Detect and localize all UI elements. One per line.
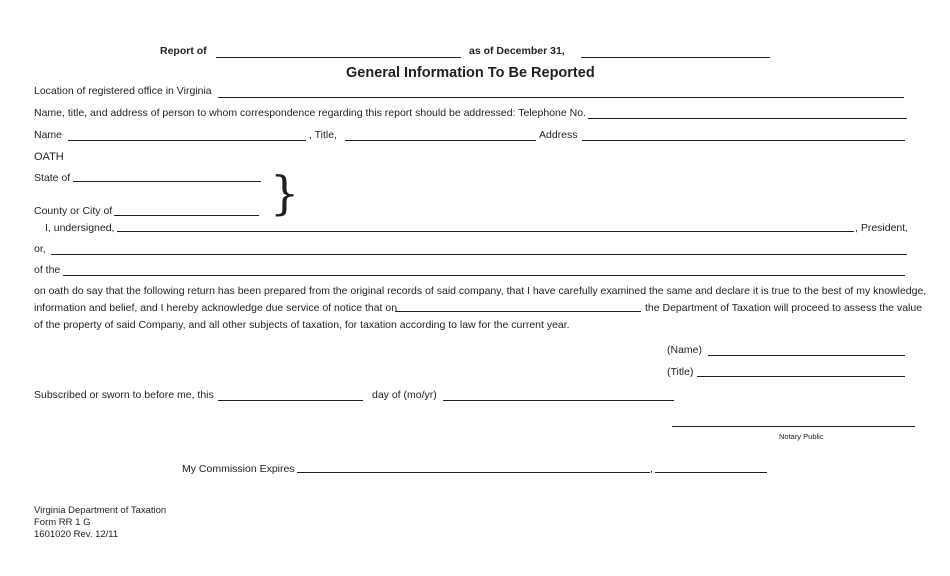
title-label: , Title, xyxy=(309,129,338,141)
commission-year-field[interactable] xyxy=(655,472,767,473)
location-label: Location of registered office in Virginia xyxy=(34,85,212,97)
month-year-field[interactable] xyxy=(443,400,674,401)
oath-paragraph-line-3: of the property of said Company, and all other subjects of taxation, for taxation according to law for the current year. xyxy=(34,319,570,331)
commission-date-field[interactable] xyxy=(297,472,650,473)
as-of-label: as of December 31, xyxy=(469,45,565,57)
of-the-label: of the xyxy=(34,264,61,276)
company-field[interactable] xyxy=(63,275,905,276)
county-city-field[interactable] xyxy=(114,215,259,216)
footer-agency: Virginia Department of Taxation xyxy=(34,505,167,516)
title-field[interactable] xyxy=(345,140,536,141)
telephone-field[interactable] xyxy=(588,118,907,119)
undersigned-label: I, undersigned, xyxy=(45,222,115,234)
notary-public-label: Notary Public xyxy=(779,432,824,441)
report-of-label: Report of xyxy=(160,45,207,57)
or-label: or, xyxy=(34,243,46,255)
footer-revision: 1601020 Rev. 12/11 xyxy=(34,529,119,540)
signature-title-label: (Title) xyxy=(667,366,694,378)
correspondence-label: Name, title, and address of person to whom correspondence regarding this report should be addressed: Telephone No. xyxy=(34,107,586,119)
oath-heading: OATH xyxy=(34,151,64,163)
commission-label: My Commission Expires xyxy=(182,463,295,475)
notice-date-field[interactable] xyxy=(395,311,641,312)
location-field[interactable] xyxy=(218,97,904,98)
footer-form-number: Form RR 1 G xyxy=(34,517,91,528)
commission-comma: , xyxy=(650,463,653,475)
subscribed-day-field[interactable] xyxy=(218,400,363,401)
oath-paragraph-line-2b: the Department of Taxation will proceed to assess the value xyxy=(645,302,923,314)
subscribed-label: Subscribed or sworn to before me, this xyxy=(34,389,214,401)
signature-name-field[interactable] xyxy=(708,355,905,356)
report-of-field[interactable] xyxy=(216,57,461,58)
state-field[interactable] xyxy=(73,181,261,182)
state-of-label: State of xyxy=(34,172,71,184)
address-label: Address xyxy=(539,129,578,141)
page-title: General Information To Be Reported xyxy=(346,65,595,81)
oath-paragraph-line-2a: information and belief, and I hereby acknowledge due service of notice that on xyxy=(34,302,398,314)
county-city-label: County or City of xyxy=(34,205,113,217)
year-field[interactable] xyxy=(581,57,770,58)
name-label: Name xyxy=(34,129,63,141)
brace-symbol: } xyxy=(270,166,300,220)
address-field[interactable] xyxy=(582,140,905,141)
signature-title-field[interactable] xyxy=(697,376,905,377)
president-label: , President, xyxy=(855,222,909,234)
day-of-label: day of (mo/yr) xyxy=(372,389,437,401)
name-field[interactable] xyxy=(68,140,306,141)
notary-signature-field[interactable] xyxy=(672,426,915,427)
or-field[interactable] xyxy=(51,254,907,255)
undersigned-field[interactable] xyxy=(117,231,854,232)
oath-paragraph-line-1: on oath do say that the following return has been prepared from the original records of said company, that I have carefully examined the same and declare it is true to the best of my knowledge, xyxy=(34,285,927,297)
signature-name-label: (Name) xyxy=(667,344,703,356)
